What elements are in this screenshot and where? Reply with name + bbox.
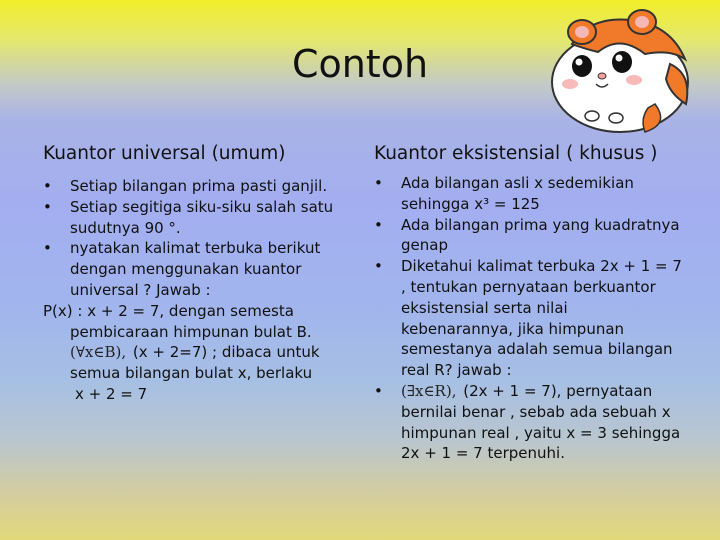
existential-column <box>374 173 684 464</box>
list-item <box>374 381 684 464</box>
exists-formula-symbol: (∃x∈R), <box>401 381 457 400</box>
universal-formula-text: (x + 2=7) ; dibaca untuk semua bilangan bulat x, berlaku <box>70 343 320 383</box>
bullet-icon: • <box>374 215 383 234</box>
bullet-icon: • <box>374 257 383 276</box>
hamster-illustration <box>520 4 710 134</box>
list-item: • Setiap segitiga siku-siku salah satu sudutnya 90 °. <box>43 197 334 237</box>
forall-formula-symbol: (∀x∈B), <box>70 343 127 362</box>
bullet-icon: • <box>43 177 52 195</box>
universal-list <box>43 176 353 301</box>
universal-formula <box>43 342 353 384</box>
list-item: • nyatakan kalimat terbuka berikut dengan menggunakan kuantor universal ? Jawab : <box>43 239 321 299</box>
px-line: P(x) : x + 2 = 7, dengan semesta pembicaraan himpunan bulat B. <box>43 301 312 341</box>
bullet-icon: • <box>374 174 383 192</box>
universal-heading: Kuantor universal (umum) <box>43 143 286 164</box>
list-item: • Ada bilangan prima yang kuadratnya genap <box>374 215 680 255</box>
bullet-icon: • <box>43 197 52 216</box>
final-equation: x + 2 = 7 <box>75 384 148 403</box>
existential-heading: Kuantor eksistensial ( khusus ) <box>374 143 658 164</box>
universal-column <box>43 176 353 405</box>
list-item: • Ada bilangan asli x sedemikian sehingga x³ = 125 <box>374 174 634 213</box>
existential-formula-text: (2x + 1 = 7), pernyataan bernilai benar , sebab ada sebuah x himpunan real , yaitu x = 3 sehingga 2x + 1 = 7 terpenuhi. <box>401 381 681 463</box>
slide-title: Contoh <box>291 42 429 86</box>
bullet-icon: • <box>43 239 52 258</box>
list-item: • Setiap bilangan prima pasti ganjil. <box>43 177 328 195</box>
list-item: • Diketahui kalimat terbuka 2x + 1 = 7 , tentukan pernyataan berkuantor eksistensial serta nilai kebenarannya, jika himpunan semestanya adalah semua bilangan real R? jawab : <box>374 257 682 380</box>
existential-list <box>374 173 684 464</box>
bullet-icon: • <box>374 381 383 400</box>
